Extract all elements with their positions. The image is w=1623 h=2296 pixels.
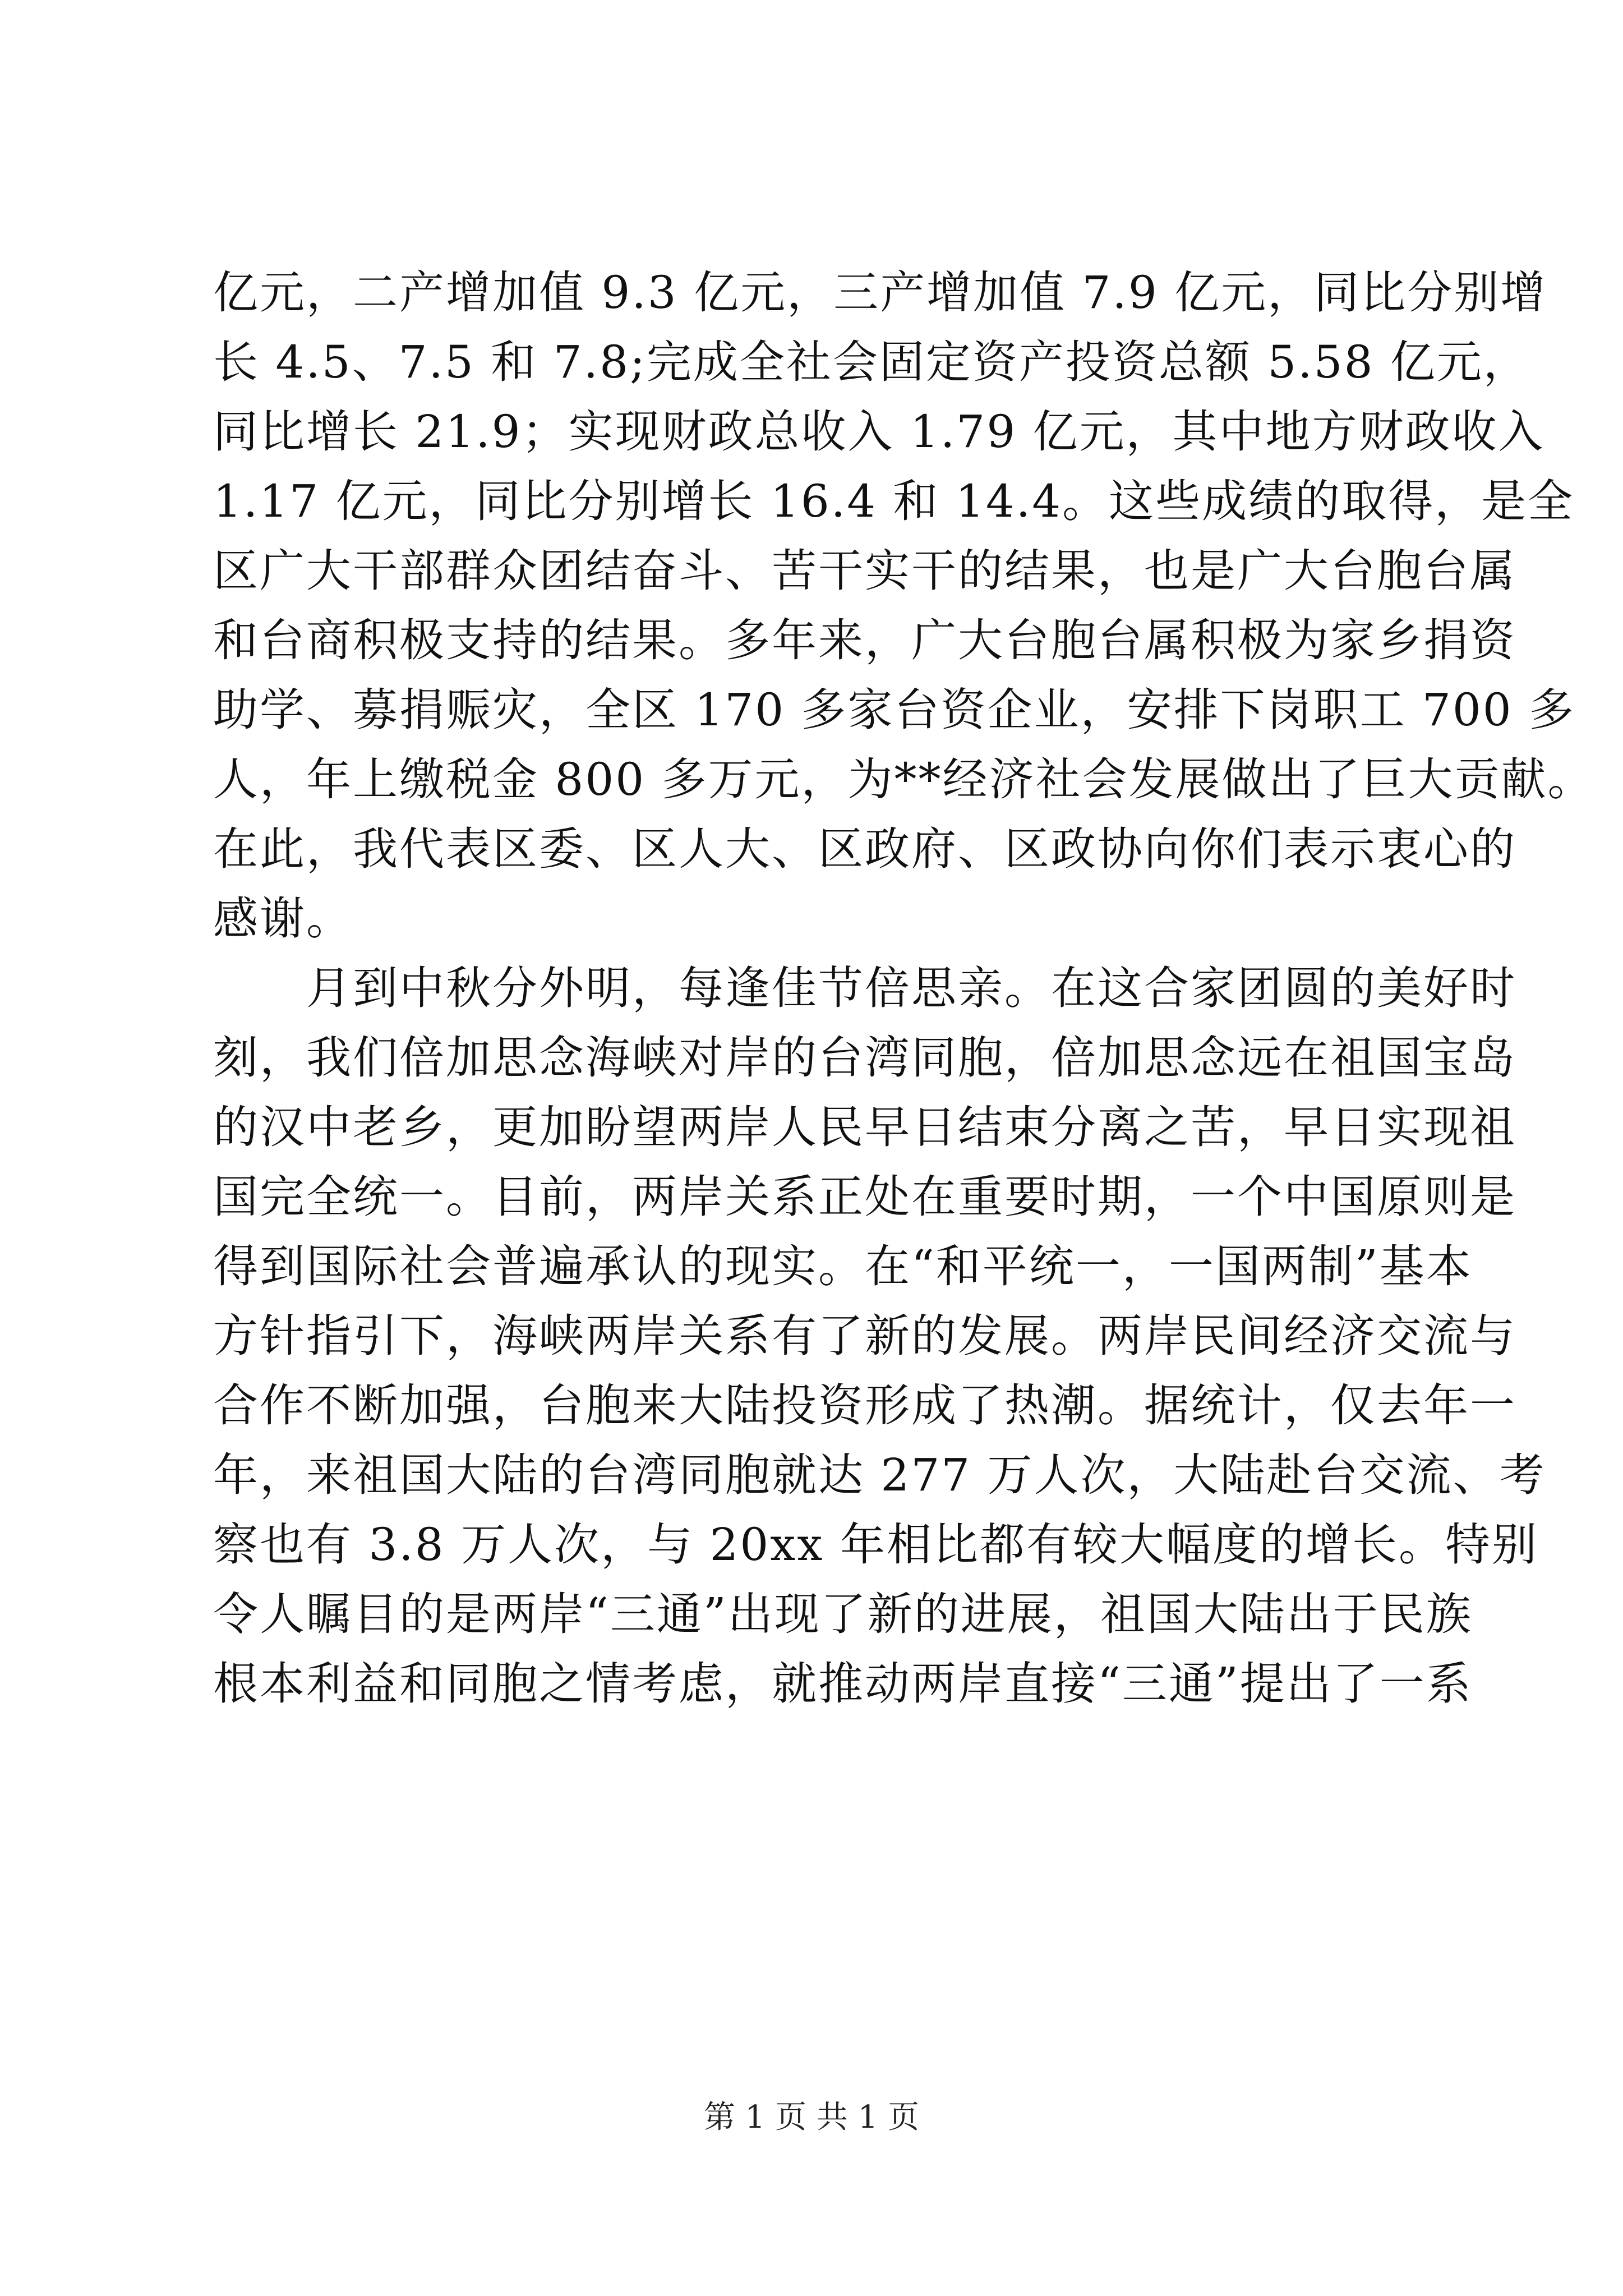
text-line: 合作不断加强，台胞来大陆投资形成了热潮。据统计，仅去年一	[213, 1379, 1516, 1432]
text-line: 亿元，二产增加值 9.3 亿元，三产增加值 7.9 亿元，同比分别增	[213, 266, 1547, 319]
text-line-indented: 月到中秋分外明，每逢佳节倍思亲。在这合家团圆的美好时	[306, 962, 1516, 1014]
text-line: 感谢。	[213, 892, 353, 945]
text-line: 根本利益和同胞之情考虑，就推动两岸直接“三通”提出了一系	[213, 1658, 1473, 1710]
text-line: 区广大干部群众团结奋斗、苦干实干的结果，也是广大台胞台属	[213, 545, 1516, 597]
text-line: 的汉中老乡，更加盼望两岸人民早日结束分离之苦，早日实现祖	[213, 1101, 1516, 1153]
text-line: 令人瞩目的是两岸“三通”出现了新的进展，祖国大陆出于民族	[213, 1588, 1473, 1640]
text-line: 同比增长 21.9；实现财政总收入 1.79 亿元，其中地方财政收入	[213, 406, 1545, 458]
text-line: 刻，我们倍加思念海峡对岸的台湾同胞，倍加思念远在祖国宝岛	[213, 1032, 1516, 1084]
text-line: 1.17 亿元，同比分别增长 16.4 和 14.4。这些成绩的取得，是全	[213, 475, 1575, 527]
text-line: 得到国际社会普遍承认的现实。在“和平统一，一国两制”基本	[213, 1240, 1473, 1292]
page-footer	[0, 2098, 1623, 2137]
text-line: 察也有 3.8 万人次，与 20xx 年相比都有较大幅度的增长。特别	[213, 1519, 1538, 1571]
paragraph-1	[213, 258, 1594, 954]
text-line: 助学、募捐赈灾，全区 170 多家台资企业，安排下岗职工 700 多	[213, 684, 1576, 736]
text-line: 和台商积极支持的结果。多年来，广大台胞台属积极为家乡捐资	[213, 614, 1516, 666]
page-number-label: 第 1 页 共 1 页	[703, 2099, 920, 2136]
text-line: 长 4.5、7.5 和 7.8;完成全社会固定资产投资总额 5.58 亿元，	[213, 336, 1530, 388]
text-line: 国完全统一。目前，两岸关系正处在重要时期，一个中国原则是	[213, 1171, 1516, 1223]
text-line: 人，年上缴税金 800 多万元，为**经济社会发展做出了巨大贡献。	[213, 753, 1594, 806]
text-line: 方针指引下，海峡两岸关系有了新的发展。两岸民间经济交流与	[213, 1310, 1516, 1362]
document-body	[213, 258, 1594, 1719]
paragraph-2	[213, 954, 1546, 1719]
text-line: 年，来祖国大陆的台湾同胞就达 277 万人次，大陆赴台交流、考	[213, 1449, 1546, 1501]
text-line: 在此，我代表区委、区人大、区政府、区政协向你们表示衷心的	[213, 823, 1516, 875]
